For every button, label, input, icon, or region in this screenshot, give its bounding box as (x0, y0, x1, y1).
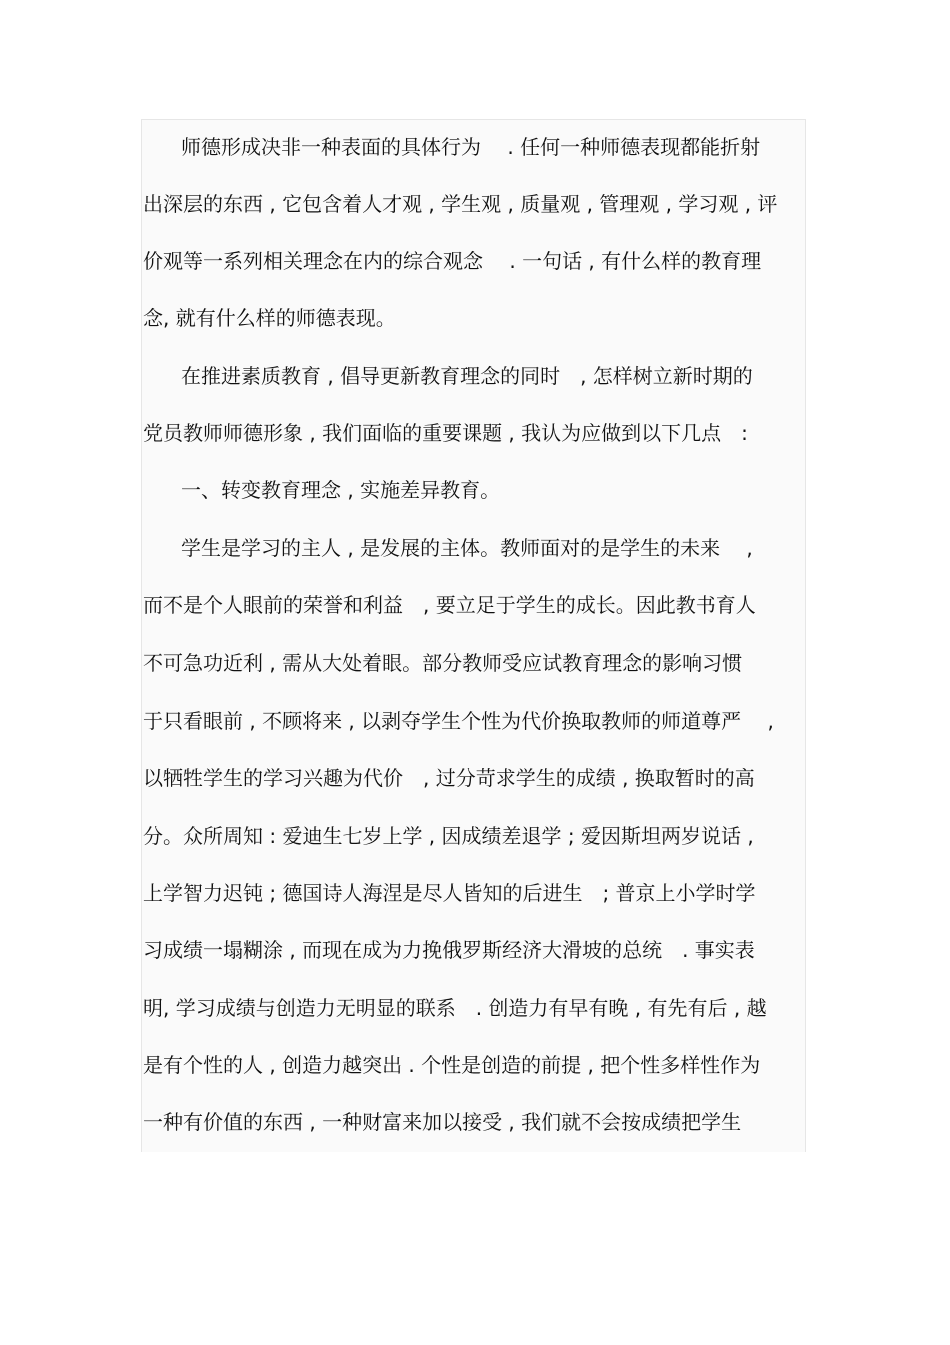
text-line: 出深层的东西 , 它包含着人才观 , 学生观 , 质量观 , 管理观 , 学习观 , 评 (143, 192, 778, 216)
text-line: 而不是个人眼前的荣誉和利益 , 要立足于学生的成长。因此教书育人 (143, 593, 756, 617)
text-line: 上学智力迟钝 ; 德国诗人海涅是尽人皆知的后进生 ; 普京上小学时学 (143, 881, 756, 905)
text-line: 于只看眼前 , 不顾将来 , 以剥夺学生个性为代价换取教师的师道尊严 , (143, 709, 774, 733)
text-line: 价观等一系列相关理念在内的综合观念 . 一句话 , 有什么样的教育理 (143, 249, 762, 273)
text-line: 分。众所周知 : 爱迪生七岁上学 , 因成绩差退学 ; 爱因斯坦两岁说话 , (143, 824, 754, 848)
text-line: 党员教师师德形象 , 我们面临的重要课题 , 我认为应做到以下几点 : (143, 421, 748, 445)
text-line: 以牺牲学生的学习兴趣为代价 , 过分苛求学生的成绩 , 换取暂时的高 (143, 766, 755, 790)
text-line: 是有个性的人 , 创造力越突出 . 个性是创造的前提 , 把个性多样性作为 (143, 1053, 761, 1077)
text-line: 学生是学习的主人 , 是发展的主体。教师面对的是学生的未来 , (181, 536, 753, 560)
text-line: 念, 就有什么样的师德表现。 (143, 306, 396, 330)
text-line: 一种有价值的东西 , 一种财富来加以接受 , 我们就不会按成绩把学生 (143, 1110, 742, 1134)
section-heading: 一、转变教育理念 , 实施差异教育。 (181, 478, 501, 502)
text-line: 不可急功近利 , 需从大处着眼。部分教师受应试教育理念的影响习惯 (143, 651, 743, 675)
text-line: 明, 学习成绩与创造力无明显的联系 . 创造力有早有晚 , 有先有后 , 越 (143, 996, 767, 1020)
text-line: 在推进素质教育 , 倡导更新教育理念的同时 , 怎样树立新时期的 (181, 364, 753, 388)
text-line: 习成绩一塌糊涂 , 而现在成为力挽俄罗斯经济大滑坡的总统 . 事实表 (143, 938, 755, 962)
text-line: 师德形成决非一种表面的具体行为 . 任何一种师德表现都能折射 (181, 135, 761, 159)
